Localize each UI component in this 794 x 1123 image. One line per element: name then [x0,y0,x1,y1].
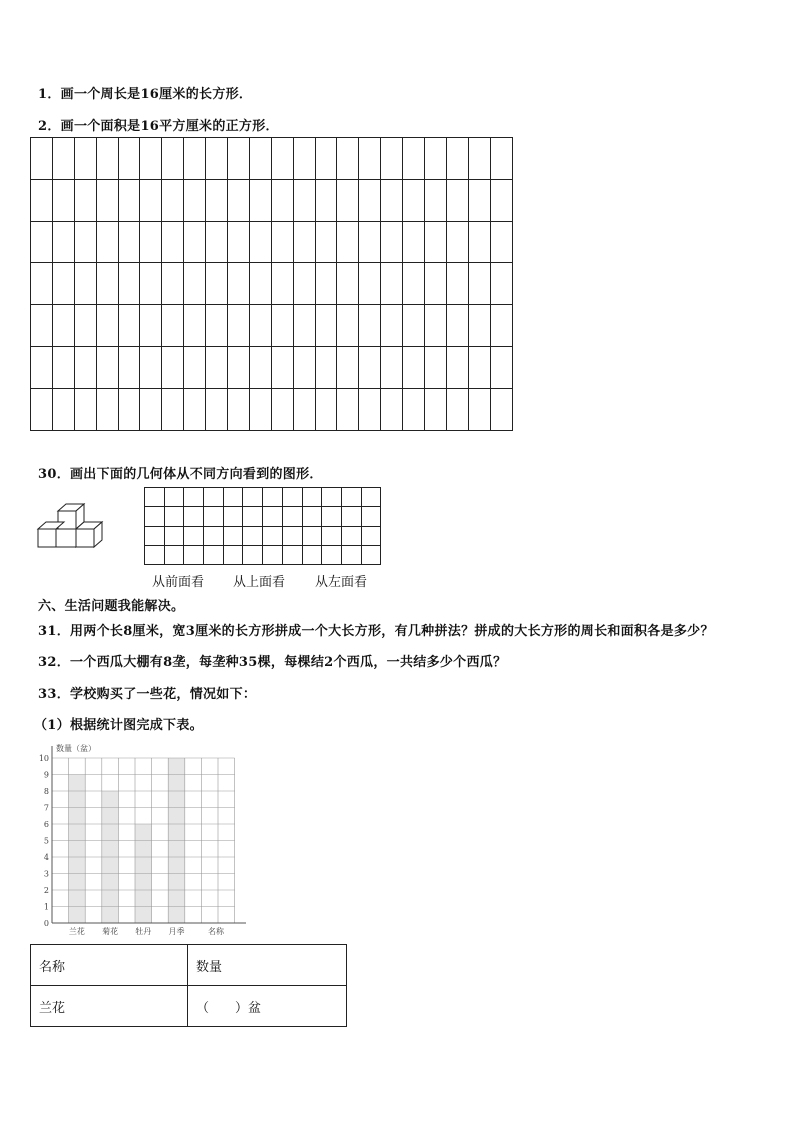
grid-cell[interactable] [403,263,425,305]
grid-cell[interactable] [74,388,96,430]
grid-cell[interactable] [381,263,403,305]
chart-category-label: 牡丹 [135,927,152,936]
grid-cell[interactable] [468,221,490,263]
table-cell-name: 兰花 [31,986,188,1027]
grid-cell[interactable] [337,305,359,347]
chart-category-label: 月季 [168,927,185,936]
grid-cell[interactable] [52,305,74,347]
view-grid-cell[interactable] [164,488,184,507]
grid-cell[interactable] [96,388,118,430]
view-grid-cell[interactable] [204,507,224,526]
grid-cell[interactable] [74,263,96,305]
grid-cell[interactable] [52,221,74,263]
question-2: 2．画一个面积是16平方厘米的正方形． [38,119,279,134]
question-1: 1．画一个周长是16厘米的长方形． [38,87,253,102]
grid-cell[interactable] [446,388,468,430]
view-grid-cell[interactable] [263,488,283,507]
view-grid-cell[interactable] [223,507,243,526]
grid-cell[interactable] [271,221,293,263]
drawing-grid-views[interactable] [144,487,381,565]
grid-cell[interactable] [359,138,381,180]
grid-cell[interactable] [206,346,228,388]
grid-cell[interactable] [118,346,140,388]
grid-cell[interactable] [31,221,53,263]
grid-cell[interactable] [228,221,250,263]
chart-y-tick-label: 6 [43,820,49,829]
view-grid-cell[interactable] [302,507,322,526]
grid-cell[interactable] [31,346,53,388]
grid-cell[interactable] [206,388,228,430]
grid-cell[interactable] [31,305,53,347]
grid-cell[interactable] [96,179,118,221]
grid-cell[interactable] [118,138,140,180]
grid-cell[interactable] [293,263,315,305]
chart-y-tick-label: 2 [43,886,49,895]
grid-cell[interactable] [446,138,468,180]
grid-cell[interactable] [381,179,403,221]
grid-cell[interactable] [359,221,381,263]
view-grid-cell[interactable] [145,545,165,564]
grid-cell[interactable] [31,179,53,221]
view-grid-cell[interactable] [145,526,165,545]
grid-cell[interactable] [293,179,315,221]
grid-cell[interactable] [403,179,425,221]
grid-cell[interactable] [74,138,96,180]
grid-cell[interactable] [425,179,447,221]
grid-cell[interactable] [118,388,140,430]
question-31: 31．用两个长8厘米，宽3厘米的长方形拼成一个大长方形，有几种拼法？拼成的大长方形的周长和面积各是多少？ [38,624,714,639]
grid-cell[interactable] [249,263,271,305]
cube-stack-figure [36,503,108,553]
grid-cell[interactable] [140,221,162,263]
grid-cell[interactable] [293,138,315,180]
grid-cell[interactable] [490,221,512,263]
grid-cell[interactable] [403,346,425,388]
grid-cell[interactable] [490,263,512,305]
grid-cell[interactable] [140,138,162,180]
grid-cell[interactable] [52,263,74,305]
question-30: 30．画出下面的几何体从不同方向看到的图形． [38,467,323,482]
chart-y-tick-label: 5 [43,836,49,846]
grid-cell[interactable] [315,263,337,305]
grid-cell[interactable] [381,305,403,347]
grid-cell[interactable] [337,138,359,180]
view-grid-cell[interactable] [341,488,361,507]
grid-cell[interactable] [490,138,512,180]
grid-cell[interactable] [96,346,118,388]
question-33: 33．学校购买了一些花，情况如下： [38,687,257,702]
grid-cell[interactable] [206,305,228,347]
grid-cell[interactable] [74,179,96,221]
grid-cell[interactable] [337,388,359,430]
grid-cell[interactable] [118,179,140,221]
grid-cell[interactable] [162,263,184,305]
grid-cell[interactable] [446,346,468,388]
view-grid-cell[interactable] [223,488,243,507]
grid-cell[interactable] [271,388,293,430]
grid-cell[interactable] [315,179,337,221]
grid-cell[interactable] [228,346,250,388]
grid-cell[interactable] [184,305,206,347]
question-33-part-1: （1）根据统计图完成下表。 [34,718,203,733]
grid-cell[interactable] [249,305,271,347]
grid-cell[interactable] [337,263,359,305]
table-row [31,986,347,1027]
grid-cell[interactable] [468,263,490,305]
grid-cell[interactable] [228,388,250,430]
grid-cell[interactable] [249,138,271,180]
grid-cell[interactable] [337,346,359,388]
grid-cell[interactable] [228,179,250,221]
grid-cell[interactable] [425,263,447,305]
grid-cell[interactable] [403,388,425,430]
grid-cell[interactable] [206,179,228,221]
grid-cell[interactable] [381,346,403,388]
grid-cell[interactable] [271,179,293,221]
view-grid-cell[interactable] [282,545,302,564]
chart-y-tick-label: 8 [43,787,49,796]
grid-cell[interactable] [206,138,228,180]
chart-y-tick-label: 7 [43,803,49,813]
grid-cell[interactable] [468,388,490,430]
view-grid-cell[interactable] [204,545,224,564]
view-grid-cell[interactable] [282,488,302,507]
grid-cell[interactable] [425,138,447,180]
view-grid-cell[interactable] [282,526,302,545]
view-grid-cell[interactable] [223,545,243,564]
view-label-front: 从前面看 [152,575,205,590]
grid-cell[interactable] [140,388,162,430]
grid-cell[interactable] [206,221,228,263]
flower-count-table [30,944,347,1027]
grid-cell[interactable] [403,305,425,347]
view-grid-cell[interactable] [322,545,342,564]
grid-cell[interactable] [381,388,403,430]
grid-cell[interactable] [184,263,206,305]
grid-cell[interactable] [140,305,162,347]
grid-cell[interactable] [425,346,447,388]
view-grid-cell[interactable] [361,488,381,507]
chart-bar [69,775,86,924]
section-6-heading: 六、生活问题我能解决。 [38,599,185,614]
grid-cell[interactable] [249,346,271,388]
grid-cell[interactable] [249,179,271,221]
grid-cell[interactable] [271,263,293,305]
drawing-grid-large[interactable] [30,137,513,431]
view-grid-cell[interactable] [184,507,204,526]
chart-y-tick-label: 4 [43,853,49,862]
grid-cell[interactable] [31,388,53,430]
grid-cell[interactable] [315,221,337,263]
grid-cell[interactable] [96,263,118,305]
grid-cell[interactable] [162,179,184,221]
grid-cell[interactable] [359,346,381,388]
chart-y-tick-label: 9 [43,770,49,780]
grid-cell[interactable] [184,138,206,180]
view-grid-cell[interactable] [164,526,184,545]
grid-cell[interactable] [315,388,337,430]
grid-cell[interactable] [184,179,206,221]
view-grid-cell[interactable] [341,507,361,526]
grid-cell[interactable] [228,305,250,347]
view-grid-cell[interactable] [184,488,204,507]
view-grid-cell[interactable] [341,545,361,564]
grid-cell[interactable] [315,138,337,180]
view-grid-cell[interactable] [361,507,381,526]
grid-cell[interactable] [140,263,162,305]
view-grid-cell[interactable] [302,545,322,564]
grid-cell[interactable] [162,388,184,430]
grid-cell[interactable] [184,346,206,388]
grid-cell[interactable] [249,221,271,263]
grid-cell[interactable] [162,221,184,263]
view-grid-cell[interactable] [145,488,165,507]
table-header-count: 数量 [188,945,347,986]
grid-cell[interactable] [446,179,468,221]
chart-x-axis-label: 名称 [208,927,224,936]
grid-cell[interactable] [490,305,512,347]
view-grid-cell[interactable] [322,526,342,545]
grid-cell[interactable] [425,221,447,263]
grid-cell[interactable] [140,179,162,221]
grid-cell[interactable] [74,221,96,263]
view-grid-cell[interactable] [263,545,283,564]
grid-cell[interactable] [359,179,381,221]
question-32: 32．一个西瓜大棚有8垄，每垄种35棵，每棵结2个西瓜，一共结多少个西瓜？ [38,655,507,670]
grid-cell[interactable] [184,221,206,263]
grid-cell[interactable] [293,221,315,263]
table-cell-count-answer[interactable]: （ ）盆 [188,986,347,1027]
table-header-name: 名称 [31,945,188,986]
view-grid-cell[interactable] [184,526,204,545]
view-grid-cell[interactable] [243,545,263,564]
grid-cell[interactable] [403,138,425,180]
grid-cell[interactable] [490,388,512,430]
view-grid-cell[interactable] [361,545,381,564]
grid-cell[interactable] [425,305,447,347]
view-grid-cell[interactable] [302,526,322,545]
grid-cell[interactable] [359,263,381,305]
chart-y-tick-label: 1 [43,902,49,912]
grid-cell[interactable] [31,138,53,180]
grid-cell[interactable] [162,305,184,347]
view-grid-cell[interactable] [263,526,283,545]
view-grid-cell[interactable] [164,545,184,564]
grid-cell[interactable] [162,138,184,180]
chart-category-label: 兰花 [68,927,85,936]
grid-cell[interactable] [315,305,337,347]
grid-cell[interactable] [337,221,359,263]
view-grid-cell[interactable] [243,507,263,526]
chart-category-label: 菊花 [102,927,119,936]
grid-cell[interactable] [446,263,468,305]
view-grid-cell[interactable] [263,507,283,526]
grid-cell[interactable] [162,346,184,388]
grid-cell[interactable] [337,179,359,221]
view-grid-cell[interactable] [302,488,322,507]
grid-cell[interactable] [490,346,512,388]
chart-y-tick-label: 10 [38,754,49,763]
grid-cell[interactable] [293,346,315,388]
view-grid-cell[interactable] [322,507,342,526]
chart-y-tick-label: 3 [43,869,49,879]
view-grid-cell[interactable] [282,507,302,526]
grid-cell[interactable] [52,179,74,221]
view-grid-cell[interactable] [204,488,224,507]
grid-cell[interactable] [184,388,206,430]
table-header-row [31,945,347,986]
view-grid-cell[interactable] [361,526,381,545]
grid-cell[interactable] [425,388,447,430]
grid-cell[interactable] [52,346,74,388]
grid-cell[interactable] [403,221,425,263]
grid-cell[interactable] [468,346,490,388]
grid-cell[interactable] [96,221,118,263]
grid-cell[interactable] [118,263,140,305]
view-grid-cell[interactable] [145,507,165,526]
grid-cell[interactable] [359,388,381,430]
view-grid-cell[interactable] [341,526,361,545]
chart-y-axis-label: 数量（盆） [56,744,96,753]
view-grid-cell[interactable] [184,545,204,564]
view-grid-cell[interactable] [223,526,243,545]
grid-cell[interactable] [96,138,118,180]
grid-cell[interactable] [52,388,74,430]
view-grid-cell[interactable] [243,488,263,507]
grid-cell[interactable] [381,221,403,263]
grid-cell[interactable] [118,221,140,263]
grid-cell[interactable] [271,346,293,388]
grid-cell[interactable] [468,305,490,347]
grid-cell[interactable] [31,263,53,305]
grid-cell[interactable] [446,305,468,347]
grid-cell[interactable] [315,346,337,388]
view-grid-cell[interactable] [204,526,224,545]
grid-cell[interactable] [52,138,74,180]
view-label-left: 从左面看 [315,575,368,590]
grid-cell[interactable] [206,263,228,305]
grid-cell[interactable] [249,388,271,430]
grid-cell[interactable] [271,138,293,180]
grid-cell[interactable] [271,305,293,347]
chart-y-tick-label: 0 [43,919,49,928]
grid-cell[interactable] [359,305,381,347]
grid-cell[interactable] [140,346,162,388]
grid-cell[interactable] [228,138,250,180]
grid-cell[interactable] [74,305,96,347]
grid-cell[interactable] [468,179,490,221]
flower-bar-chart [36,740,246,940]
grid-cell[interactable] [468,138,490,180]
view-grid-cell[interactable] [243,526,263,545]
grid-cell[interactable] [381,138,403,180]
grid-cell[interactable] [96,305,118,347]
grid-cell[interactable] [228,263,250,305]
grid-cell[interactable] [118,305,140,347]
grid-cell[interactable] [490,179,512,221]
view-grid-cell[interactable] [322,488,342,507]
grid-cell[interactable] [293,305,315,347]
grid-cell[interactable] [446,221,468,263]
view-label-top: 从上面看 [233,575,286,590]
grid-cell[interactable] [293,388,315,430]
view-grid-cell[interactable] [164,507,184,526]
grid-cell[interactable] [74,346,96,388]
